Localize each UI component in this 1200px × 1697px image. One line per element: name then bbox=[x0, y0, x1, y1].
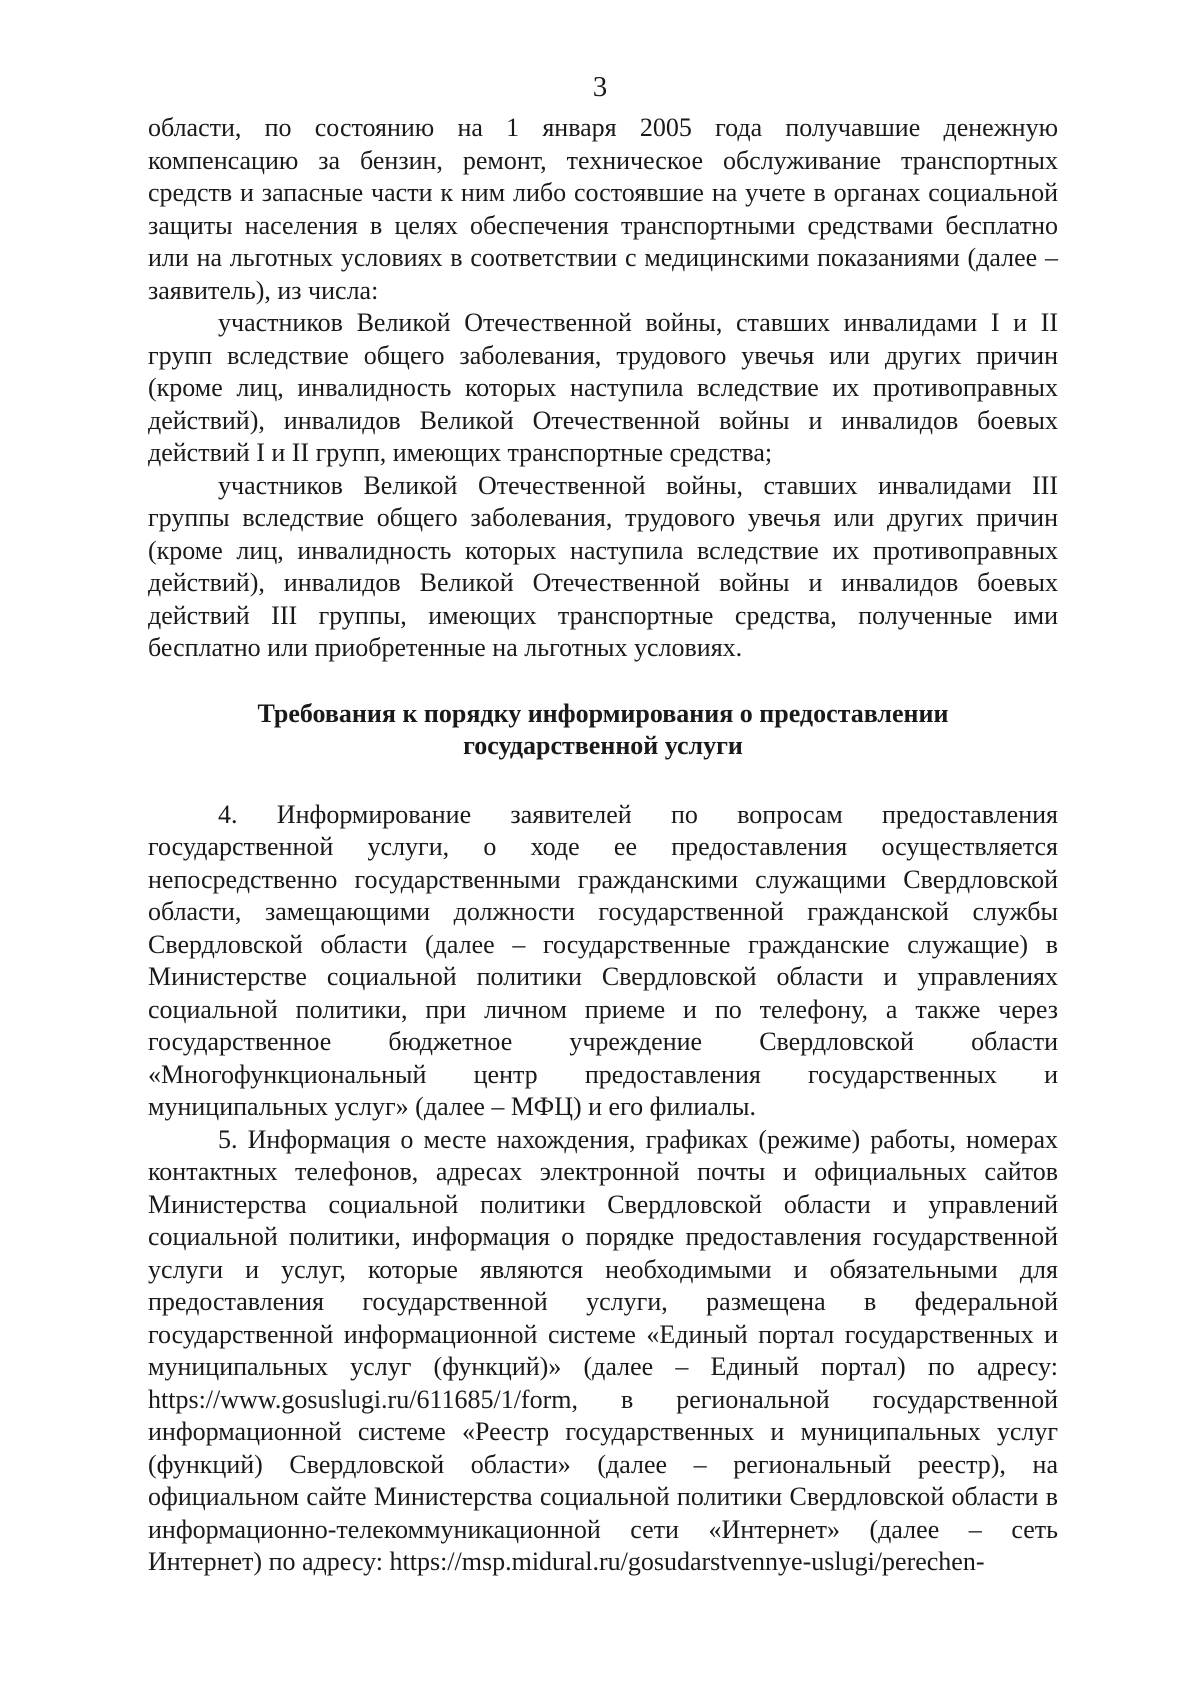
page-number: 3 bbox=[592, 71, 608, 103]
paragraph-item-5: 5. Информация о месте нахождения, графиках (режиме) работы, номерах контактных телефонов, адресах электронной почты и официальных сайтов Министерства социальной политики Свердловской области и управлений социальной политики, информация о порядке предоставления государственной услуги и услуг, которые являются необходимыми и обязательными для предоставления государственной услуги, размещена в федеральной государственной информационной системе «Единый портал государственных и муниципальных услуг (функций)» (далее – Единый портал) по адресу: https://www.gosuslugi.ru/611685/1/form, в региональной государственной информационной системе «Реестр государственных и муниципальных услуг (функций) Свердловской области» (далее – региональный реестр), на официальном сайте Министерства социальной политики Свердловской области в информационно-телекоммуникационной сети «Интернет» (далее – сеть Интернет) по адресу: https://msp.midural.ru/gosudarstvennye-uslugi/perechen- bbox=[148, 1124, 1058, 1576]
section-heading bbox=[148, 698, 1058, 763]
paragraph-category-group-3: участников Великой Отечественной войны, ставших инвалидами III группы вследствие общего заболевания, трудового увечья или других причин (кроме лиц, инвалидность которых наступила вследствие их противоправных действий), инвалидов Великой Отечественной войны и инвалидов боевых действий III группы, имеющих транспортные средства, полученные ими бесплатно или приобретенные на льготных условиях. bbox=[148, 470, 1058, 662]
document-body bbox=[148, 112, 1058, 1579]
paragraph-applicant-definition: области, по состоянию на 1 января 2005 года получавшие денежную компенсацию за бензин, ремонт, техническое обслуживание транспортных средств и запасные части к ним либо состоявшие на учете в органах социальной защиты населения в целях обеспечения транспортными средствами бесплатно или на льготных условиях в соответствии с медицинскими показаниями (далее – заявитель), из числа: bbox=[148, 113, 1058, 305]
paragraph-category-groups-1-2: участников Великой Отечественной войны, ставших инвалидами I и II групп вследствие общего заболевания, трудового увечья или других причин (кроме лиц, инвалидность которых наступила вследствие их противоправных действий), инвалидов Великой Отечественной войны и инвалидов боевых действий I и II групп, имеющих транспортные средства; bbox=[148, 308, 1058, 467]
paragraph-item-4: 4. Информирование заявителей по вопросам предоставления государственной услуги, о ходе ее предоставления осуществляется непосредственно государственными гражданскими служащими Свердловской области, замещающими должности государственной гражданской службы Свердловской области (далее – государственные гражданские служащие) в Министерстве социальной политики Свердловской области и управлениях социальной политики, при личном приеме и по телефону, а также через государственное бюджетное учреждение Свердловской области «Многофункциональный центр предоставления государственных и муниципальных услуг» (далее – МФЦ) и его филиалы. bbox=[148, 799, 1058, 1121]
section-heading-line-1: Требования к порядку информирования о предоставлении bbox=[257, 698, 949, 728]
section-heading-line-2: государственной услуги bbox=[463, 731, 743, 760]
